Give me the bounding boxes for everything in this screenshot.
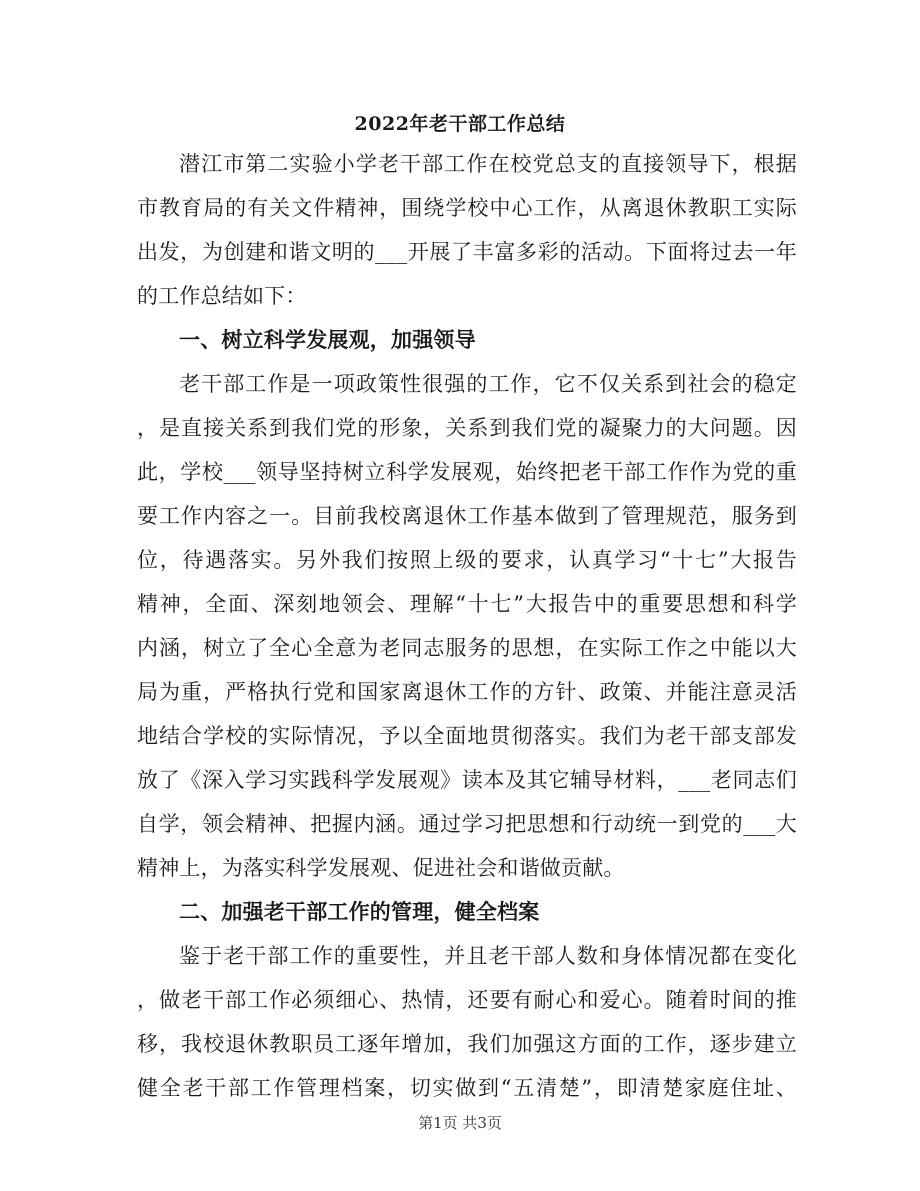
paragraph-line: 移，我校退休教职员工逐年增加，我们加强这方面的工作，逐步建立 <box>137 1032 797 1056</box>
paragraph-line: 位，待遇落实。另外我们按照上级的要求，认真学习“十七”大报告 <box>137 548 797 572</box>
paragraph-line: ，是直接关系到我们党的形象，关系到我们党的凝聚力的大问题。因 <box>137 416 797 440</box>
paragraph-line: 的工作总结如下： <box>137 284 307 308</box>
paragraph-line: 内涵，树立了全心全意为老同志服务的思想，在实际工作之中能以大 <box>137 636 797 660</box>
paragraph-line: 出发，为创建和谐文明的___开展了丰富多彩的活动。下面将过去一年 <box>137 240 797 264</box>
paragraph-line: 地结合学校的实际情况，予以全面地贯彻落实。我们为老干部支部发 <box>137 724 797 748</box>
page-number: 第1页 共3页 <box>418 1114 502 1132</box>
paragraph-line: 健全老干部工作管理档案，切实做到“五清楚”，即清楚家庭住址、 <box>137 1076 797 1100</box>
paragraph-line: 局为重，严格执行党和国家离退休工作的方针、政策、并能注意灵活 <box>137 680 797 704</box>
paragraph-line: ，做老干部工作必须细心、热情，还要有耐心和爱心。随着时间的推 <box>137 988 797 1012</box>
paragraph-line: 此，学校___领导坚持树立科学发展观，始终把老干部工作作为党的重 <box>137 460 797 484</box>
paragraph-line: 精神，全面、深刻地领会、理解“十七”大报告中的重要思想和科学 <box>137 592 797 616</box>
document-title: 2022年老干部工作总结 <box>354 113 566 135</box>
paragraph-line: 放了《深入学习实践科学发展观》读本及其它辅导材料，___老同志们 <box>137 768 797 792</box>
paragraph-line: 潜江市第二实验小学老干部工作在校党总支的直接领导下，根据 <box>179 152 797 176</box>
paragraph-line: 精神上，为落实科学发展观、促进社会和谐做贡献。 <box>137 856 625 880</box>
paragraph-line: 老干部工作是一项政策性很强的工作，它不仅关系到社会的稳定 <box>179 372 797 396</box>
paragraph-line: 鉴于老干部工作的重要性，并且老干部人数和身体情况都在变化 <box>179 944 797 968</box>
section-heading-2: 二、加强老干部工作的管理，健全档案 <box>179 899 540 924</box>
paragraph-line: 要工作内容之一。目前我校离退休工作基本做到了管理规范，服务到 <box>137 504 797 528</box>
paragraph-line: 自学，领会精神、把握内涵。通过学习把思想和行动统一到党的___大 <box>137 812 797 836</box>
section-heading-1: 一、树立科学发展观，加强领导 <box>179 327 476 352</box>
paragraph-line: 市教育局的有关文件精神，围绕学校中心工作，从离退休教职工实际 <box>137 196 797 220</box>
